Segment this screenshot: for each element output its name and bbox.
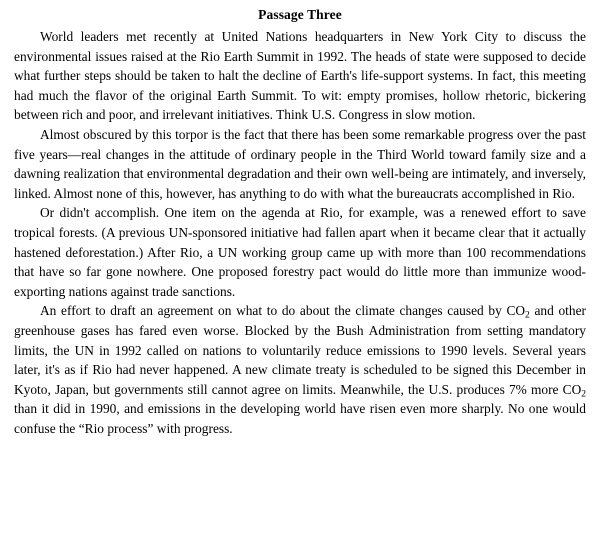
paragraph-4 [14,301,586,438]
paragraph-3: Or didn't accomplish. One item on the agenda at Rio, for example, was a renewed effort to save tropical forests. (A previous UN-sponsored initiative had fallen apart when it became clear that it actually hastened deforestation.) After Rio, a UN working group came up with more than 100 recommendations that have so far gone nowhere. One proposed forestry pact would do little more than immunize wood-exporting nations against trade sanctions. [14,205,586,299]
paragraph-4-part-1: An effort to draft an agreement on what to do about the climate changes caused by CO [40,303,526,319]
paragraph-4-part-3: than it did in 1990, and emissions in the developing world have risen even more sharply. No one would confuse the “Rio process” with progress. [14,401,586,436]
co2-subscript-second: 2 [581,389,586,400]
paragraph-4-part-2: and other greenhouse gases has fared even worse. Blocked by the Bush Administration from setting mandatory limits, the UN in 1992 called on nations to voluntarily reduce emissions to 1990 levels. Several years later, it's as if Rio had never happened. A new climate treaty is scheduled to be signed this December in Kyoto, Japan, but governments still cannot agree on limits. Meanwhile, the U.S. produces 7% more CO [14,303,586,397]
co2-subscript-first: 2 [525,310,530,321]
paragraph-2: Almost obscured by this torpor is the fact that there has been some remarkable progress over the past five years—real changes in the attitude of ordinary people in the Third World toward family size and a dawning realization that environmental degradation and their own well-being are intimately, and inversely, linked. Almost none of this, however, has anything to do with what the bureaucrats accomplished in Rio. [14,126,586,201]
paragraph-1: World leaders met recently at United Nations headquarters in New York City to discuss the environmental issues raised at the Rio Earth Summit in 1992. The heads of state were supposed to decide what further steps should be taken to halt the decline of Earth's life-support systems. In fact, this meeting had much the flavor of the original Earth Summit. To wit: empty promises, hollow rhetoric, bickering between rich and poor, and irrelevant initiatives. Think U.S. Congress in slow motion. [14,29,586,123]
page-title: Passage Three [258,7,342,22]
